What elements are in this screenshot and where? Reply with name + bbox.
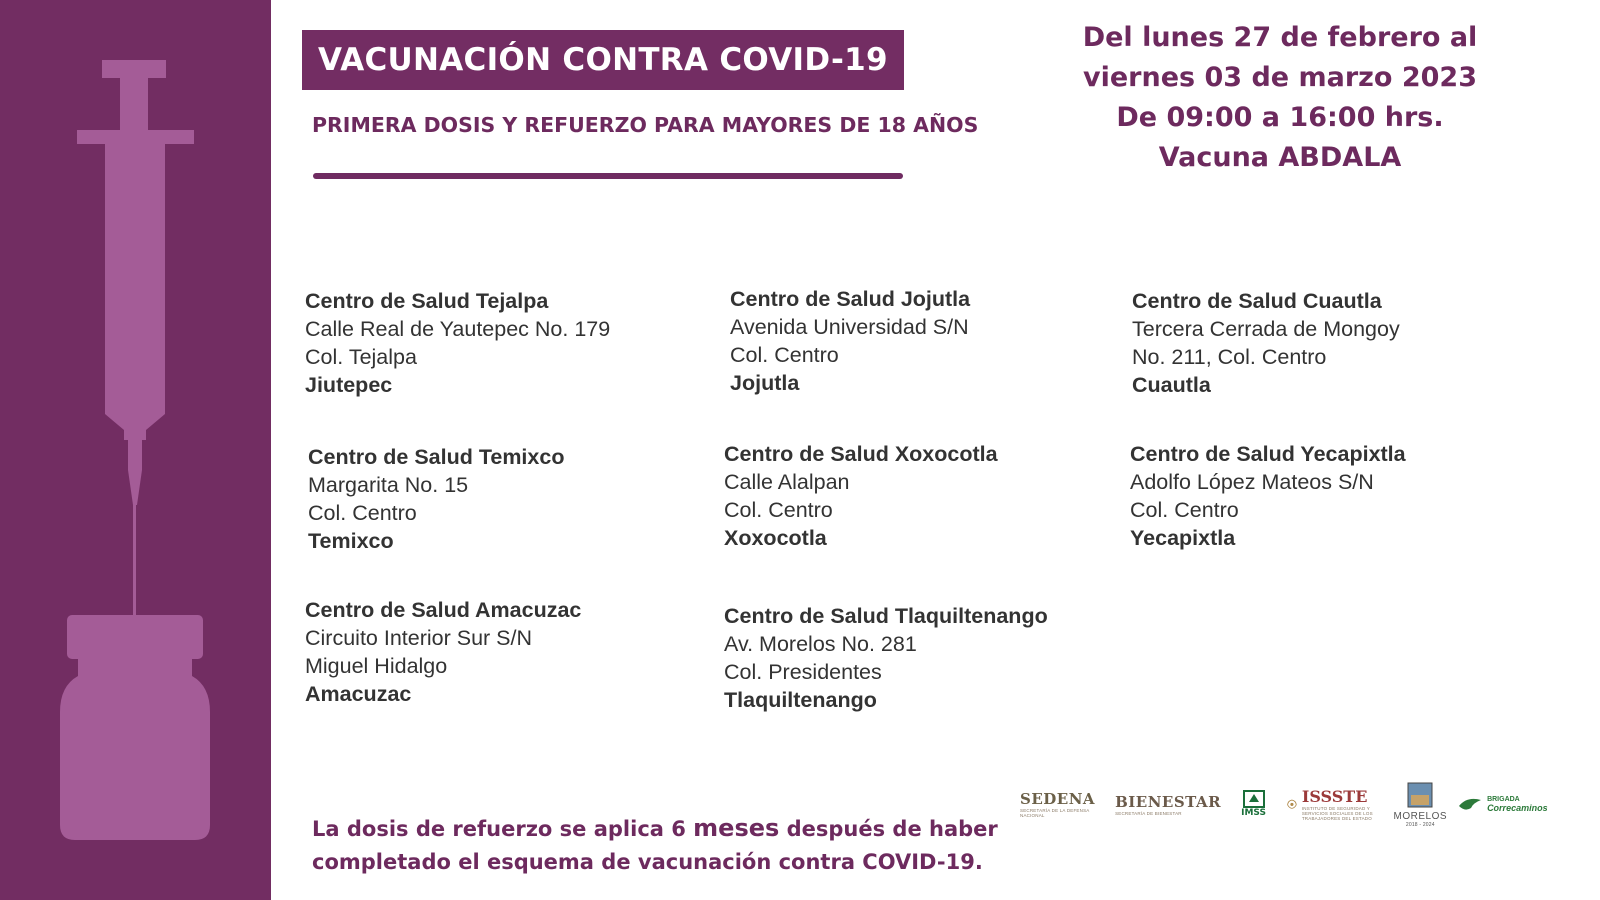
center-name: Centro de Salud Amacuzac bbox=[305, 598, 582, 622]
center-yecapixtla bbox=[1130, 440, 1406, 552]
center-address-2: Miguel Hidalgo bbox=[305, 654, 448, 678]
center-address-1: Av. Morelos No. 281 bbox=[724, 632, 917, 656]
center-tlaquiltenango bbox=[724, 602, 1048, 714]
center-amacuzac bbox=[305, 596, 581, 708]
center-city: Yecapixtla bbox=[1130, 526, 1236, 550]
center-address-2: Col. Tejalpa bbox=[305, 345, 417, 369]
vaccine-name: Vacuna ABDALA bbox=[1158, 142, 1402, 173]
center-address-1: Adolfo López Mateos S/N bbox=[1130, 470, 1374, 494]
issste-label: ISSSTE bbox=[1301, 787, 1368, 806]
center-address-1: Circuito Interior Sur S/N bbox=[305, 626, 533, 650]
center-address-1: Margarita No. 15 bbox=[308, 473, 469, 497]
morelos-label: MORELOS bbox=[1393, 810, 1448, 822]
schedule-block bbox=[1060, 18, 1500, 178]
booster-note-line-2: completado el esquema de vacunación contra COVID-19. bbox=[312, 850, 983, 874]
booster-note-part-1: La dosis de refuerzo se aplica 6 bbox=[312, 817, 694, 841]
brigada-label: BRIGADA bbox=[1487, 795, 1520, 803]
page-subtitle: PRIMERA DOSIS Y REFUERZO PARA MAYORES DE 18 AÑOS bbox=[312, 113, 979, 137]
booster-note-emphasis: meses bbox=[693, 814, 780, 842]
center-city: Amacuzac bbox=[305, 682, 412, 706]
imss-label: IMSS bbox=[1241, 808, 1266, 818]
center-address-1: Tercera Cerrada de Mongoy bbox=[1132, 317, 1400, 341]
bienestar-logo bbox=[1115, 793, 1221, 816]
morelos-years: 2018 - 2024 bbox=[1405, 821, 1435, 828]
center-address-1: Avenida Universidad S/N bbox=[730, 315, 969, 339]
center-address-2: No. 211, Col. Centro bbox=[1132, 345, 1327, 369]
center-name: Centro de Salud Xoxocotla bbox=[724, 442, 998, 466]
imss-logo bbox=[1241, 790, 1266, 818]
center-address-2: Col. Centro bbox=[1130, 498, 1239, 522]
sidebar-panel bbox=[0, 0, 271, 900]
center-city: Temixco bbox=[308, 529, 394, 553]
sedena-logo bbox=[1020, 790, 1095, 818]
sedena-label: SEDENA bbox=[1020, 790, 1096, 808]
center-tejalpa bbox=[305, 287, 610, 399]
center-city: Xoxocotla bbox=[724, 526, 827, 550]
correcaminos-label: Correcaminos bbox=[1487, 802, 1548, 813]
brigada-correcaminos-logo bbox=[1457, 794, 1548, 814]
booster-note-part-2: después de haber bbox=[779, 817, 998, 841]
center-address-2: Col. Centro bbox=[724, 498, 833, 522]
center-name: Centro de Salud Tlaquiltenango bbox=[724, 604, 1048, 628]
imss-emblem-icon bbox=[1243, 790, 1265, 808]
bienestar-label: BIENESTAR bbox=[1115, 792, 1222, 811]
center-address-1: Calle Real de Yautepec No. 179 bbox=[305, 317, 611, 341]
issste-logo bbox=[1286, 787, 1386, 821]
center-temixco bbox=[308, 443, 564, 555]
center-address-2: Col. Centro bbox=[308, 501, 417, 525]
vial-icon bbox=[60, 615, 210, 840]
center-city: Cuautla bbox=[1132, 373, 1211, 397]
morelos-shield-icon bbox=[1405, 781, 1435, 811]
divider bbox=[313, 173, 903, 179]
center-name: Centro de Salud Cuautla bbox=[1132, 289, 1382, 313]
center-name: Centro de Salud Temixco bbox=[308, 445, 565, 469]
sedena-sub: SECRETARÍA DE LA DEFENSA NACIONAL bbox=[1020, 808, 1090, 818]
issste-sub: INSTITUTO DE SEGURIDAD Y SERVICIOS SOCIALES DE LOS TRABAJADORES DEL ESTADO bbox=[1301, 806, 1373, 821]
booster-note bbox=[312, 812, 998, 879]
center-name: Centro de Salud Tejalpa bbox=[305, 289, 549, 313]
schedule-line-1: Del lunes 27 de febrero al bbox=[1082, 22, 1478, 53]
center-city: Jojutla bbox=[730, 371, 800, 395]
institution-logos bbox=[1020, 776, 1548, 832]
center-name: Centro de Salud Jojutla bbox=[730, 287, 971, 311]
syringe-vial-illustration bbox=[0, 0, 271, 900]
center-name: Centro de Salud Yecapixtla bbox=[1130, 442, 1406, 466]
center-address-2: Col. Centro bbox=[730, 343, 839, 367]
center-xoxocotla bbox=[724, 440, 998, 552]
schedule-hours: De 09:00 a 16:00 hrs. bbox=[1116, 102, 1444, 133]
syringe-icon bbox=[77, 60, 194, 620]
issste-emblem-icon bbox=[1286, 790, 1298, 818]
roadrunner-icon bbox=[1457, 794, 1483, 814]
page-title: VACUNACIÓN CONTRA COVID-19 bbox=[302, 30, 904, 90]
center-address-2: Col. Presidentes bbox=[724, 660, 882, 684]
center-address-1: Calle Alalpan bbox=[724, 470, 850, 494]
center-jojutla bbox=[730, 285, 970, 397]
booster-note-line-1 bbox=[312, 812, 998, 846]
center-city: Tlaquiltenango bbox=[724, 688, 877, 712]
bienestar-sub: SECRETARÍA DE BIENESTAR bbox=[1115, 810, 1182, 816]
center-cuautla bbox=[1132, 287, 1400, 399]
morelos-logo bbox=[1394, 781, 1448, 828]
center-city: Jiutepec bbox=[305, 373, 393, 397]
schedule-line-2: viernes 03 de marzo 2023 bbox=[1083, 62, 1477, 93]
